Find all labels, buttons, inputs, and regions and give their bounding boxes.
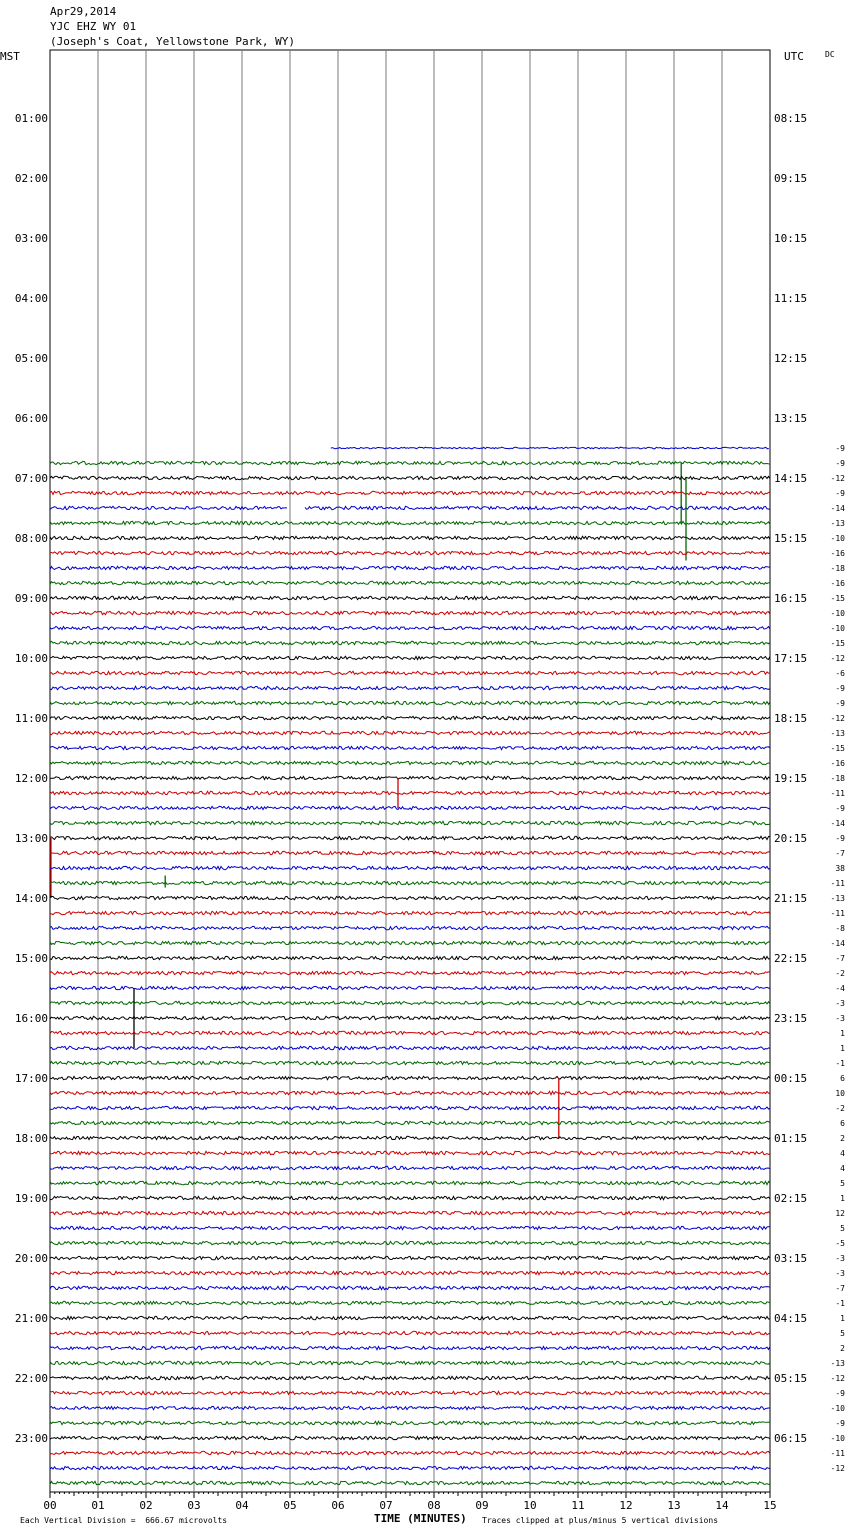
seismic-trace <box>50 641 770 644</box>
mst-hour-label: 04:00 <box>14 292 48 305</box>
seismic-trace <box>50 926 770 929</box>
dc-offset-label: -12 <box>830 714 845 723</box>
dc-offset-label: -7 <box>835 954 845 963</box>
dc-offset-label: -7 <box>835 1284 845 1293</box>
dc-offset-label: -10 <box>830 534 845 543</box>
seismic-trace <box>50 761 770 764</box>
utc-hour-label: 10:15 <box>774 232 808 245</box>
mst-hour-label: 16:00 <box>14 1012 48 1025</box>
header-location: (Joseph's Coat, Yellowstone Park, WY) <box>50 35 296 48</box>
vertical-division-note: Each Vertical Division = 666.67 microvolts <box>20 1516 228 1525</box>
utc-axis-label: UTC <box>784 50 804 63</box>
dc-offset-label: 4 <box>840 1149 845 1158</box>
seismic-trace <box>50 1001 770 1004</box>
seismic-trace <box>50 716 770 719</box>
seismic-trace <box>50 536 770 539</box>
seismic-trace <box>50 1451 770 1454</box>
dc-offset-label: 4 <box>840 1164 845 1173</box>
seismic-trace <box>50 1361 770 1364</box>
mst-hour-label: 11:00 <box>14 712 48 725</box>
x-tick-label: 13 <box>667 1499 681 1512</box>
dc-offset-label: -16 <box>830 759 845 768</box>
mst-hour-label: 19:00 <box>14 1192 48 1205</box>
utc-hour-label: 06:15 <box>774 1432 808 1445</box>
seismic-trace <box>50 986 770 989</box>
dc-offset-label: 6 <box>840 1074 845 1083</box>
dc-offset-label: -16 <box>830 549 845 558</box>
dc-offset-label: -10 <box>830 1434 845 1443</box>
seismic-trace <box>50 1031 770 1034</box>
utc-hour-label: 15:15 <box>774 532 808 545</box>
seismic-trace <box>50 1331 770 1334</box>
utc-hour-label: 23:15 <box>774 1012 808 1025</box>
dc-label: DC <box>825 50 835 59</box>
x-tick-label: 01 <box>91 1499 105 1512</box>
utc-hour-label: 22:15 <box>774 952 808 965</box>
utc-hour-label: 18:15 <box>774 712 808 725</box>
utc-hour-label: 19:15 <box>774 772 808 785</box>
seismic-trace <box>50 1391 770 1394</box>
x-tick-label: 05 <box>283 1499 297 1512</box>
seismic-trace <box>50 566 770 569</box>
dc-offset-label: 1 <box>840 1029 845 1038</box>
seismic-trace <box>50 1316 770 1319</box>
seismic-trace <box>50 791 770 794</box>
dc-offset-label: -12 <box>830 654 845 663</box>
dc-offset-label: -3 <box>835 1014 845 1023</box>
seismic-trace <box>50 1196 770 1199</box>
dc-offset-label: -11 <box>830 1449 845 1458</box>
dc-offset-label: 10 <box>835 1089 845 1098</box>
utc-hour-label: 01:15 <box>774 1132 808 1145</box>
seismic-trace <box>50 461 770 464</box>
dc-offset-label: 6 <box>840 1119 845 1128</box>
x-tick-label: 02 <box>139 1499 153 1512</box>
dc-offset-label: -10 <box>830 1404 845 1413</box>
seismic-trace <box>50 1271 770 1274</box>
dc-offset-label: -9 <box>835 1389 845 1398</box>
seismic-trace <box>50 611 770 614</box>
seismic-trace <box>331 447 769 449</box>
seismic-trace <box>50 1436 770 1439</box>
x-tick-label: 14 <box>715 1499 729 1512</box>
x-tick-label: 12 <box>619 1499 633 1512</box>
dc-offset-label: -9 <box>835 684 845 693</box>
seismic-trace <box>50 506 770 509</box>
dc-offset-label: -10 <box>830 624 845 633</box>
seismic-trace <box>50 1151 770 1154</box>
mst-axis-label: MST <box>0 50 20 63</box>
mst-hour-label: 05:00 <box>14 352 48 365</box>
mst-hour-label: 01:00 <box>14 112 48 125</box>
seismic-trace <box>50 1226 770 1229</box>
dc-offset-label: -15 <box>830 639 845 648</box>
dc-offset-label: -16 <box>830 579 845 588</box>
dc-offset-label: -3 <box>835 1269 845 1278</box>
dc-offset-label: -13 <box>830 729 845 738</box>
seismic-trace <box>50 1211 770 1214</box>
seismic-trace <box>50 1181 770 1184</box>
seismic-trace <box>50 1346 770 1349</box>
mst-hour-label: 08:00 <box>14 532 48 545</box>
dc-offset-label: -2 <box>835 969 845 978</box>
dc-offset-label: -9 <box>835 699 845 708</box>
mst-hour-label: 03:00 <box>14 232 48 245</box>
seismic-trace <box>50 1091 770 1094</box>
dc-offset-label: -9 <box>835 1419 845 1428</box>
mst-hour-label: 18:00 <box>14 1132 48 1145</box>
dc-offset-label: -13 <box>830 894 845 903</box>
seismic-trace <box>50 1046 770 1049</box>
utc-hour-label: 20:15 <box>774 832 808 845</box>
dc-offset-label: 5 <box>840 1224 845 1233</box>
dc-offset-label: -4 <box>835 984 845 993</box>
mst-hour-label: 13:00 <box>14 832 48 845</box>
utc-hour-label: 16:15 <box>774 592 808 605</box>
mst-hour-label: 20:00 <box>14 1252 48 1265</box>
seismic-trace <box>50 731 770 734</box>
dc-offset-label: -3 <box>835 1254 845 1263</box>
seismic-trace <box>50 656 770 659</box>
seismic-trace <box>50 581 770 584</box>
utc-hour-label: 00:15 <box>774 1072 808 1085</box>
mst-hour-label: 14:00 <box>14 892 48 905</box>
utc-hour-label: 12:15 <box>774 352 808 365</box>
mst-hour-label: 09:00 <box>14 592 48 605</box>
x-tick-label: 06 <box>331 1499 345 1512</box>
seismic-trace <box>50 971 770 974</box>
utc-hour-label: 08:15 <box>774 112 808 125</box>
dc-offset-label: -8 <box>835 924 845 933</box>
dc-offset-label: -11 <box>830 789 845 798</box>
dc-offset-label: -13 <box>830 1359 845 1368</box>
dc-offset-label: -7 <box>835 849 845 858</box>
mst-hour-label: 02:00 <box>14 172 48 185</box>
utc-hour-label: 02:15 <box>774 1192 808 1205</box>
dc-offset-label: -13 <box>830 519 845 528</box>
dc-offset-label: -3 <box>835 999 845 1008</box>
seismic-trace <box>50 686 770 689</box>
seismic-trace <box>50 671 770 674</box>
dc-offset-label: 1 <box>840 1194 845 1203</box>
seismic-trace <box>50 521 770 524</box>
seismic-trace <box>50 746 770 749</box>
seismic-trace <box>50 1466 770 1469</box>
seismic-trace <box>50 1256 770 1259</box>
dc-offset-label: -14 <box>830 939 845 948</box>
dc-offset-label: -12 <box>830 1374 845 1383</box>
seismic-trace <box>50 491 770 494</box>
mst-hour-label: 21:00 <box>14 1312 48 1325</box>
dc-offset-label: -10 <box>830 609 845 618</box>
utc-hour-label: 21:15 <box>774 892 808 905</box>
dc-offset-label: -9 <box>835 804 845 813</box>
dc-offset-label: -18 <box>830 564 845 573</box>
x-tick-label: 09 <box>475 1499 489 1512</box>
seismic-trace <box>50 1166 770 1169</box>
seismic-trace <box>50 1106 770 1109</box>
seismic-trace <box>50 1016 770 1019</box>
seismic-trace <box>50 1481 770 1484</box>
dc-offset-label: -9 <box>835 444 845 453</box>
dc-offset-label: -15 <box>830 744 845 753</box>
utc-hour-label: 11:15 <box>774 292 808 305</box>
dc-offset-label: -9 <box>835 459 845 468</box>
dc-offset-label: 2 <box>840 1134 845 1143</box>
plot-frame <box>50 50 770 1492</box>
dc-offset-label: -1 <box>835 1059 845 1068</box>
dc-offset-label: -2 <box>835 1104 845 1113</box>
x-axis-title: TIME (MINUTES) <box>374 1512 467 1525</box>
seismic-trace <box>50 1061 770 1064</box>
seismic-trace <box>50 1421 770 1424</box>
dc-offset-label: 1 <box>840 1314 845 1323</box>
seismic-trace <box>50 551 770 554</box>
seismic-trace <box>50 776 770 779</box>
x-tick-label: 08 <box>427 1499 441 1512</box>
mst-hour-label: 23:00 <box>14 1432 48 1445</box>
mst-hour-label: 17:00 <box>14 1072 48 1085</box>
utc-hour-label: 04:15 <box>774 1312 808 1325</box>
mst-hour-label: 22:00 <box>14 1372 48 1385</box>
x-tick-label: 15 <box>763 1499 777 1512</box>
seismic-trace <box>50 881 770 884</box>
dc-offset-label: 1 <box>840 1044 845 1053</box>
seismic-trace <box>50 851 770 854</box>
seismic-trace <box>50 1376 770 1379</box>
dc-offset-label: -6 <box>835 669 845 678</box>
dc-offset-label: -9 <box>835 489 845 498</box>
mst-hour-label: 10:00 <box>14 652 48 665</box>
seismic-trace <box>50 1241 770 1244</box>
dc-offset-label: -14 <box>830 819 845 828</box>
mst-hour-label: 12:00 <box>14 772 48 785</box>
utc-hour-label: 05:15 <box>774 1372 808 1385</box>
seismic-trace <box>50 1406 770 1409</box>
seismic-trace <box>50 1121 770 1124</box>
seismic-trace <box>50 596 770 599</box>
seismic-trace <box>50 911 770 914</box>
header-station: YJC EHZ WY 01 <box>50 20 137 33</box>
x-tick-label: 03 <box>187 1499 201 1512</box>
dc-offset-label: 5 <box>840 1329 845 1338</box>
dc-offset-label: -18 <box>830 774 845 783</box>
dc-offset-label: -5 <box>835 1239 845 1248</box>
x-tick-label: 04 <box>235 1499 249 1512</box>
seismic-trace <box>50 476 770 479</box>
seismic-trace <box>50 1301 770 1304</box>
dc-offset-label: -1 <box>835 1299 845 1308</box>
utc-hour-label: 03:15 <box>774 1252 808 1265</box>
x-tick-label: 10 <box>523 1499 537 1512</box>
dc-offset-label: -9 <box>835 834 845 843</box>
seismic-trace <box>50 956 770 959</box>
seismic-trace <box>50 821 770 824</box>
dc-offset-label: 5 <box>840 1179 845 1188</box>
dc-offset-label: -14 <box>830 504 845 513</box>
dc-offset-label: 12 <box>835 1209 845 1218</box>
utc-hour-label: 13:15 <box>774 412 808 425</box>
utc-hour-label: 14:15 <box>774 472 808 485</box>
mst-hour-label: 06:00 <box>14 412 48 425</box>
seismic-trace <box>50 836 770 839</box>
seismic-trace <box>50 896 770 899</box>
x-tick-label: 07 <box>379 1499 393 1512</box>
mst-hour-label: 07:00 <box>14 472 48 485</box>
seismic-trace <box>50 866 770 869</box>
x-tick-label: 00 <box>43 1499 57 1512</box>
dc-offset-label: -12 <box>830 1464 845 1473</box>
seismic-trace <box>50 806 770 809</box>
seismic-trace <box>50 701 770 704</box>
dc-offset-label: -11 <box>830 879 845 888</box>
header-date: Apr29,2014 <box>50 5 117 18</box>
dc-offset-label: 38 <box>835 864 845 873</box>
seismic-trace <box>50 941 770 944</box>
seismic-trace <box>50 1286 770 1289</box>
utc-hour-label: 17:15 <box>774 652 808 665</box>
dc-offset-label: 2 <box>840 1344 845 1353</box>
dc-offset-label: -15 <box>830 594 845 603</box>
dc-offset-label: -12 <box>830 474 845 483</box>
utc-hour-label: 09:15 <box>774 172 808 185</box>
seismic-trace <box>50 626 770 629</box>
seismic-trace <box>50 1076 770 1079</box>
x-tick-label: 11 <box>571 1499 585 1512</box>
mst-hour-label: 15:00 <box>14 952 48 965</box>
dc-offset-label: -11 <box>830 909 845 918</box>
clipping-note: Traces clipped at plus/minus 5 vertical divisions <box>482 1516 719 1525</box>
seismic-trace <box>50 1136 770 1139</box>
